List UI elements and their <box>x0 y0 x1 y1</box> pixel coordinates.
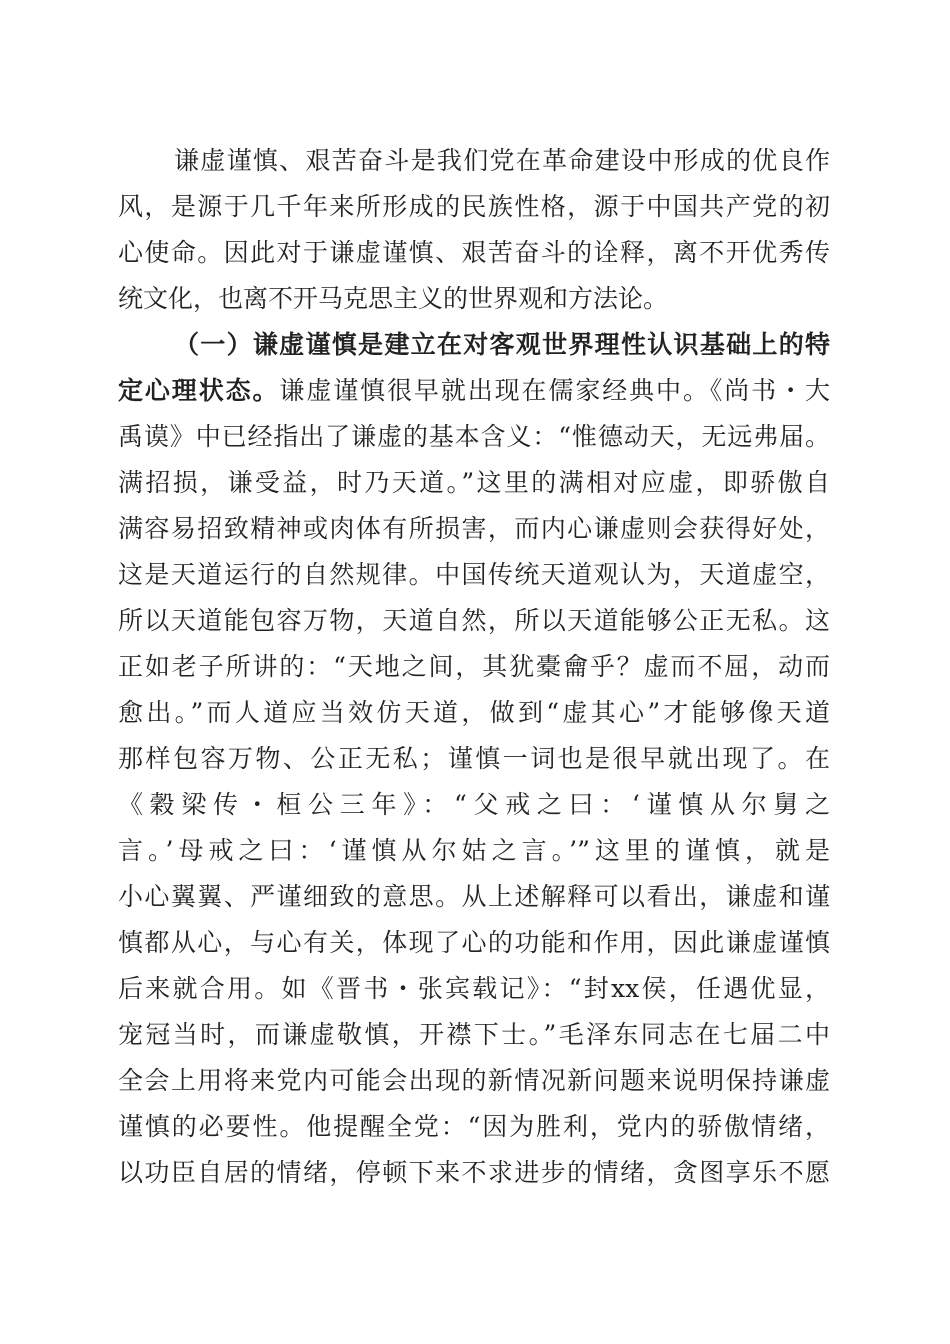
section-line-16: 宠冠当时，而谦虚敬慎，开襟下士。”毛泽东同志在七届二中 <box>118 1020 830 1049</box>
intro-line-2: 风，是源于几千年来所形成的民族性格，源于中国共产党的初 <box>118 192 830 221</box>
section-line-8: 正如老子所讲的：“天地之间，其犹橐龠乎？虚而不屈，动而 <box>118 652 830 681</box>
section-line-2-rest: 谦虚谨慎很早就出现在儒家经典中。《尚书・大 <box>279 376 830 405</box>
document-body <box>118 138 830 1196</box>
section-line-17: 全会上用将来党内可能会出现的新情况新问题来说明保持谦虚 <box>118 1066 830 1095</box>
intro-paragraph <box>118 138 830 322</box>
section-line-5: 满容易招致精神或肉体有所损害，而内心谦虚则会获得好处， <box>118 514 830 543</box>
section-line-2 <box>118 368 830 414</box>
intro-line-3: 心使命。因此对于谦虚谨慎、艰苦奋斗的诠释，离不开优秀传 <box>118 238 830 267</box>
section-line-4: 满招损，谦受益，时乃天道。”这里的满相对应虚，即骄傲自 <box>118 468 830 497</box>
section-line-19: 以功臣自居的情绪，停顿下来不求进步的情绪，贪图享乐不愿 <box>118 1158 830 1187</box>
section-heading-line-2: 定心理状态。 <box>118 376 280 405</box>
section-one-paragraph <box>118 322 830 1196</box>
section-line-14: 慎都从心，与心有关，体现了心的功能和作用，因此谦虚谨慎 <box>118 928 830 957</box>
section-line-3: 禹谟》中已经指出了谦虚的基本含义：“惟德动天，无远弗届。 <box>118 422 830 451</box>
section-line-10: 那样包容万物、公正无私；谨慎一词也是很早就出现了。在 <box>118 744 830 773</box>
intro-line-1: 谦虚谨慎、艰苦奋斗是我们党在革命建设中形成的优良作 <box>174 146 830 175</box>
section-line-6: 这是天道运行的自然规律。中国传统天道观认为，天道虚空， <box>118 560 830 589</box>
section-line-11: 《穀梁传・桓公三年》：“父戒之曰：‘谨慎从尔舅之 <box>118 790 830 819</box>
section-line-9: 愈出。”而人道应当效仿天道，做到“虚其心”才能够像天道 <box>118 698 830 727</box>
intro-line-4: 统文化，也离不开马克思主义的世界观和方法论。 <box>118 284 669 313</box>
section-line-12: 言。’母戒之曰：‘谨慎从尔姑之言。’”这里的谨慎，就是 <box>118 836 830 865</box>
section-heading-line-1: （一）谦虚谨慎是建立在对客观世界理性认识基础上的特 <box>174 330 830 359</box>
section-line-7: 所以天道能包容万物，天道自然，所以天道能够公正无私。这 <box>118 606 830 635</box>
section-line-15: 后来就合用。如《晋书・张宾载记》：“封xx侯，任遇优显， <box>118 974 830 1003</box>
section-line-18: 谨慎的必要性。他提醒全党：“因为胜利，党内的骄傲情绪， <box>118 1112 830 1141</box>
section-line-13: 小心翼翼、严谨细致的意思。从上述解释可以看出，谦虚和谨 <box>118 882 830 911</box>
